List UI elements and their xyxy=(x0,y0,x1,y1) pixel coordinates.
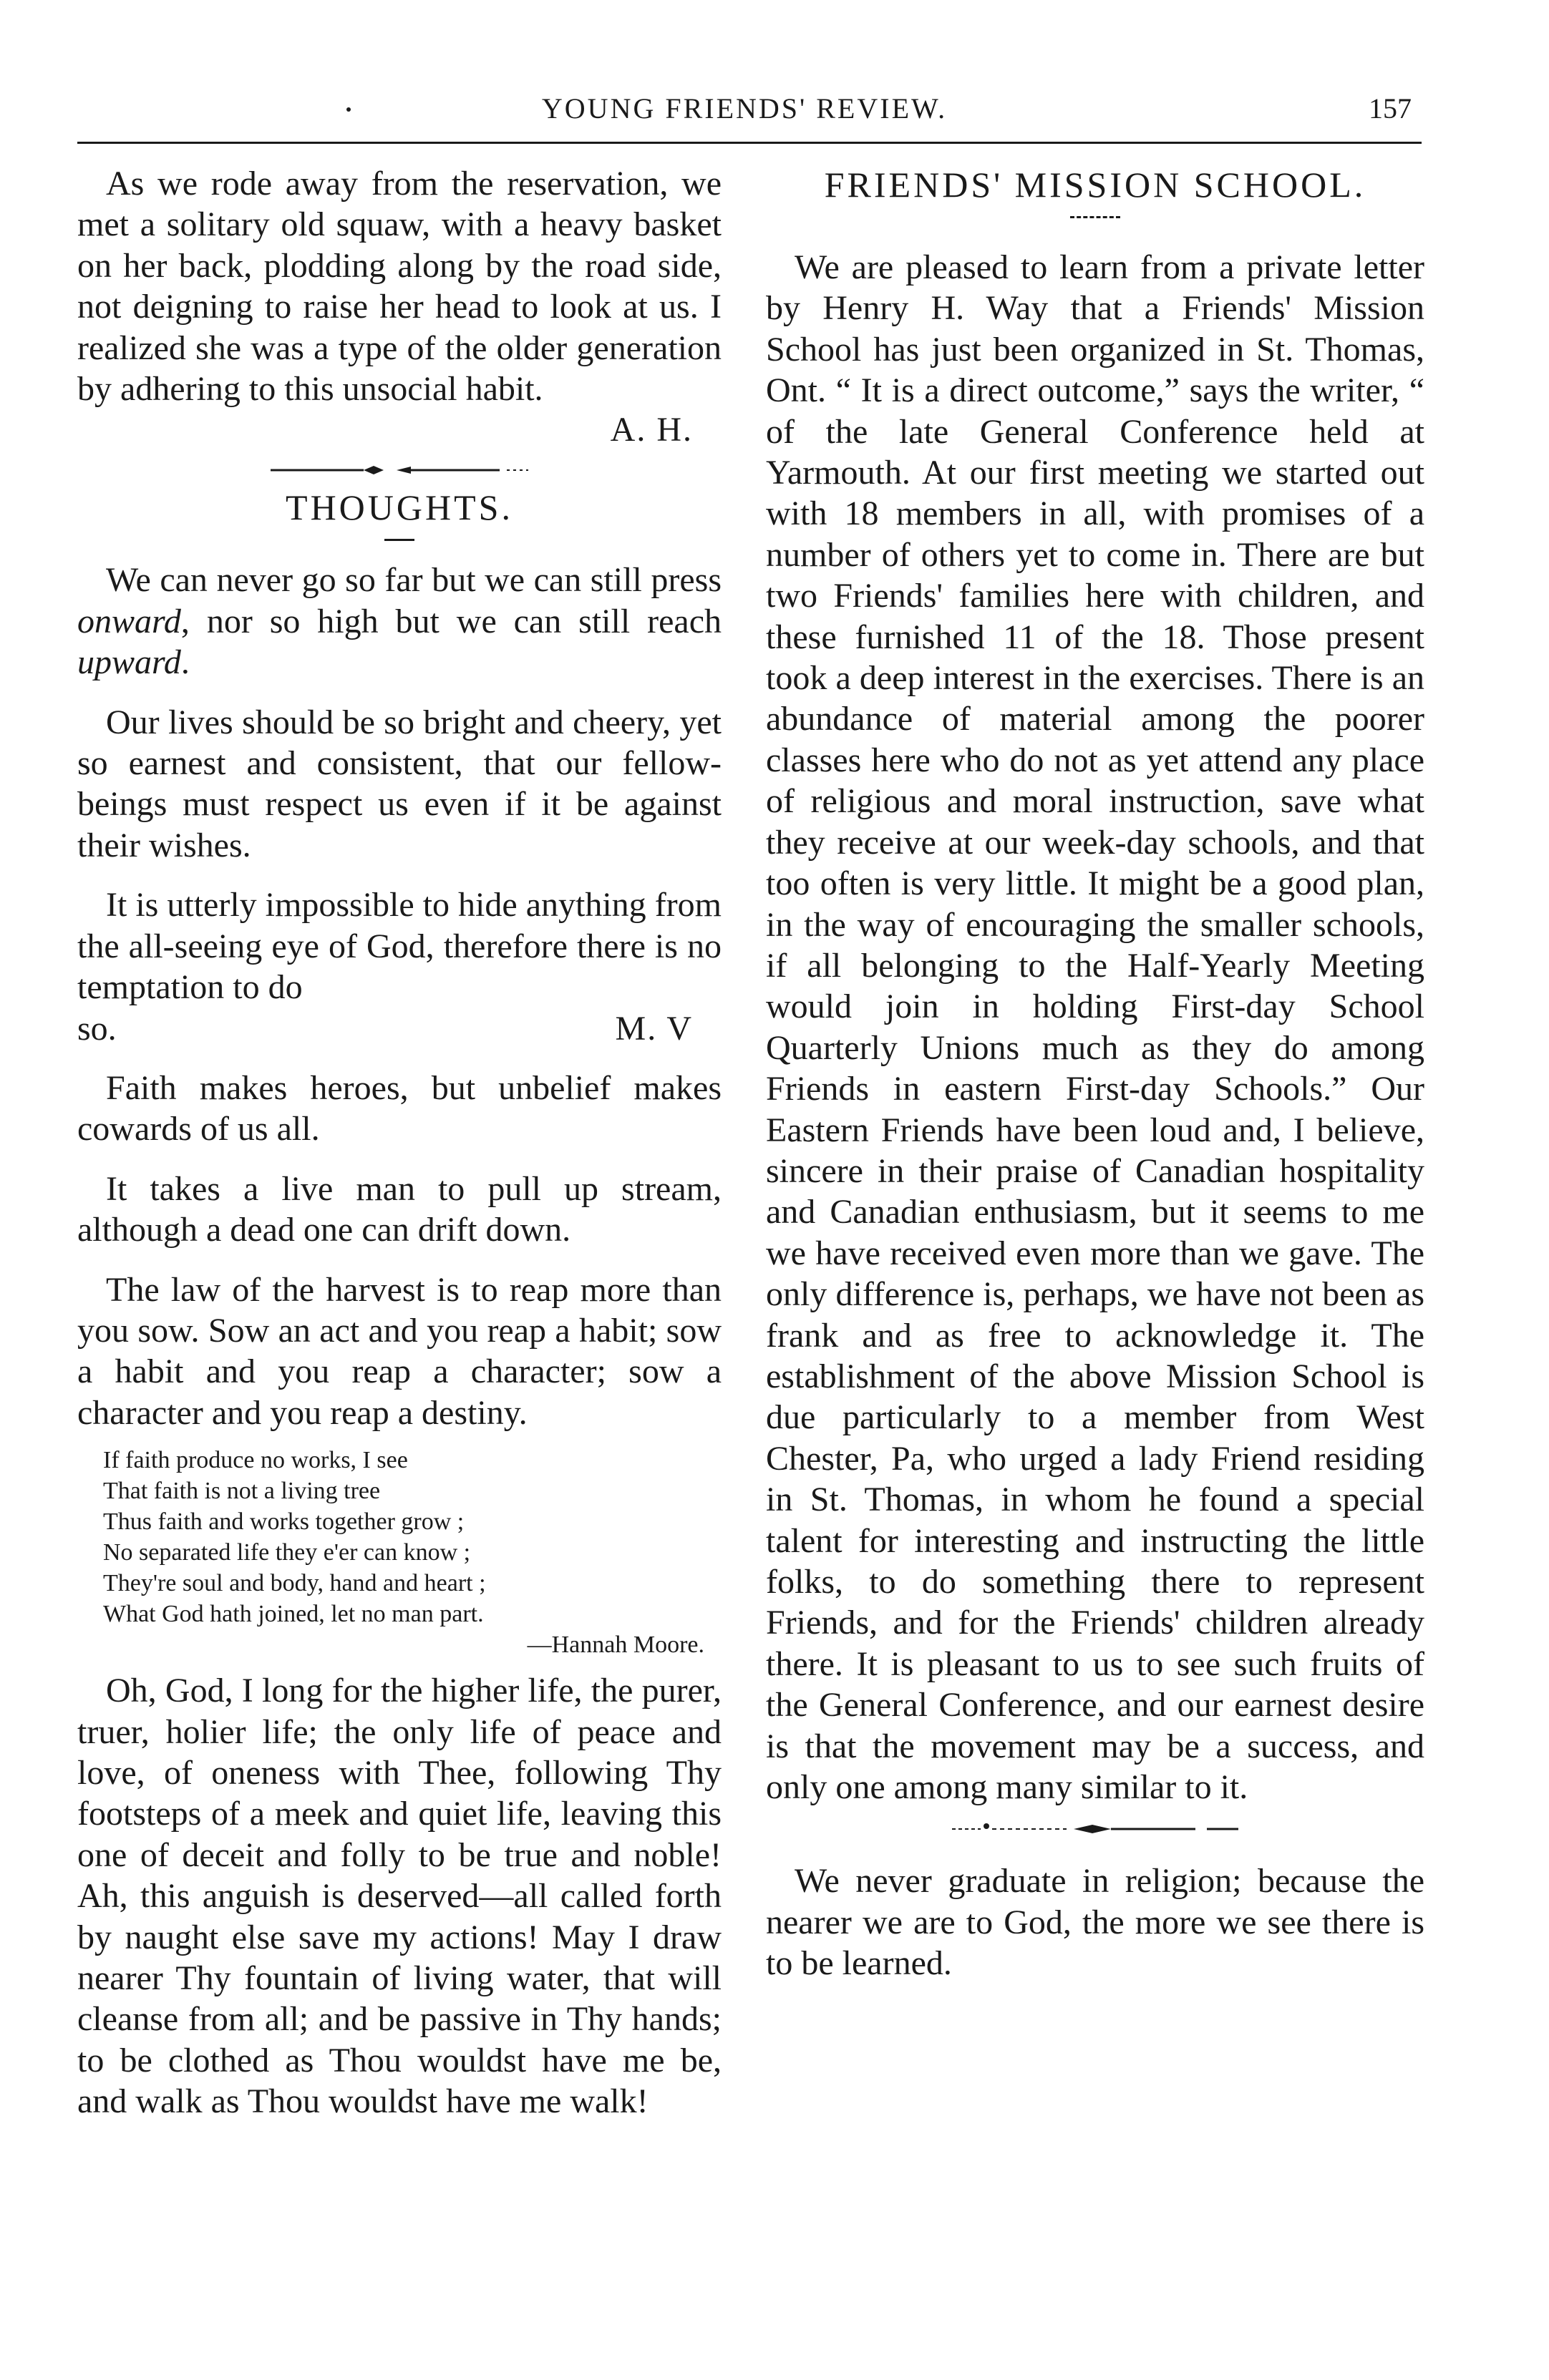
heading-dash xyxy=(1070,216,1120,218)
signature-mv: M. V xyxy=(615,1009,693,1048)
thought-onward-text-3: . xyxy=(180,643,190,682)
verse-line: That faith is not a living tree xyxy=(103,1478,381,1505)
verse-line: What God hath joined, let no man part. xyxy=(103,1601,484,1628)
reservation-paragraph: As we rode away from the reservation, we met a solitary old squaw, with a heavy basket on her back, plodding along by the road side, not deigning to raise her head to look at us. I realized she was a type of the older generation by adhering to this unsocial habit. xyxy=(77,165,722,409)
thoughts-heading: THOUGHTS. xyxy=(286,487,513,528)
right-column xyxy=(766,163,1424,1984)
signature-ah: A. H. xyxy=(610,411,693,449)
thought-onward-text-2: , nor so high but we can still reach xyxy=(180,602,722,640)
verse-attribution: —Hannah Moore. xyxy=(527,1632,704,1659)
thought-all-seeing-end: so. xyxy=(77,1009,117,1048)
upward-emphasis: upward xyxy=(77,643,181,682)
verse-line: They're soul and body, hand and heart ; xyxy=(103,1570,486,1597)
thought-all-seeing-closing xyxy=(77,1008,722,1049)
thought-all-seeing: It is utterly impossible to hide anything from the all-seeing eye of God, therefore there is no temptation to do xyxy=(77,886,722,1007)
thought-live-man: It takes a live man to pull up stream, although a dead one can drift down. xyxy=(77,1169,722,1249)
faith-verse xyxy=(103,1445,722,1660)
closing-paragraph: We never graduate in religion; because the nearer we are to God, the more we see there is to be learned. xyxy=(766,1862,1424,1983)
running-header-title: YOUNG FRIENDS' REVIEW. xyxy=(541,92,948,125)
verse-line: No separated life they e'er can know ; xyxy=(103,1539,471,1566)
thought-onward xyxy=(77,560,722,683)
thought-onward-text-1: We can never go so far but we can still press xyxy=(106,561,722,600)
left-column xyxy=(77,163,722,2122)
onward-emphasis: onward xyxy=(77,602,181,640)
verse-line: Thus faith and works together grow ; xyxy=(103,1508,465,1536)
thought-harvest: The law of the harvest is to reap more than you sow. Sow an act and you reap a habit; sow a habit and you reap a character; sow a character and you reap a destiny. xyxy=(77,1270,722,1432)
verse-line: If faith produce no works, I see xyxy=(103,1447,408,1474)
header-dot xyxy=(346,107,351,112)
section-ornament xyxy=(923,1820,1267,1835)
heading-dash xyxy=(384,539,414,541)
header-rule xyxy=(77,142,1422,144)
page-number: 157 xyxy=(1369,92,1412,125)
mission-school-article: We are pleased to learn from a private letter by Henry H. Way that a Friends' Mission School has just been organized in St. Thomas, Ont. “ It is a direct outcome,” says the writer, “ of the late General Conference held at Yarmouth. At our first meeting we started out with 18 members in all, with promises of a number of others yet to come in. There are but two Friends' families here with children, and these furnished 11 of the 18. Those present took a deep interest in the exercises. There is an abundance of material among the poorer classes here who do not as yet attend any place of religious and moral instruction, save what they receive at our week-day schools, and that too often is very little. It might be a good plan, in the way of encouraging the smaller schools, if all belonging to the Half-Yearly Meeting would join in holding First-day School Quarterly Unions much as they do among Friends in eastern First-day Schools.” Our Eastern Friends have been loud and, I believe, sincere in their praise of Canadian hospitality and Canadian enthusiasm, but it seems to me we have received even more than we gave. The only difference is, perhaps, we have not been as frank and as free to acknowledge it. The establishment of the above Mission School is due particularly to a member from West Chester, Pa, who urged a lady Friend residing in St. Thomas, in whom he found a special talent for interesting and instructing the little folks, to do something there to represent Friends, and for the Friends' children already there. It is pleasant to us to see such fruits of the General Conference, and our earnest desire is that the movement may be a success, and only one among many similar to it. xyxy=(766,248,1424,1807)
mission-school-heading: FRIENDS' MISSION SCHOOL. xyxy=(824,165,1366,205)
section-ornament xyxy=(228,463,571,477)
thought-bright-lives: Our lives should be so bright and cheery, yet so earnest and consistent, that our fellow-beings must respect us even if it be against their wishes. xyxy=(77,703,722,864)
thought-faith-heroes: Faith makes heroes, but unbelief makes cowards of us all. xyxy=(77,1068,722,1148)
prayer-paragraph: Oh, God, I long for the higher life, the purer, truer, holier life; the only life of peace and love, of oneness with Thee, following Thy footsteps of a meek and quiet life, leaving this one of deceit and folly to be true and noble! Ah, this anguish is deserved—all called forth by naught else save my actions! May I draw nearer Thy fountain of living water, that will cleanse from all; and be passive in Thy hands; to be clothed as Thou wouldst have me be, and walk as Thou wouldst have me walk! xyxy=(77,1672,722,2121)
